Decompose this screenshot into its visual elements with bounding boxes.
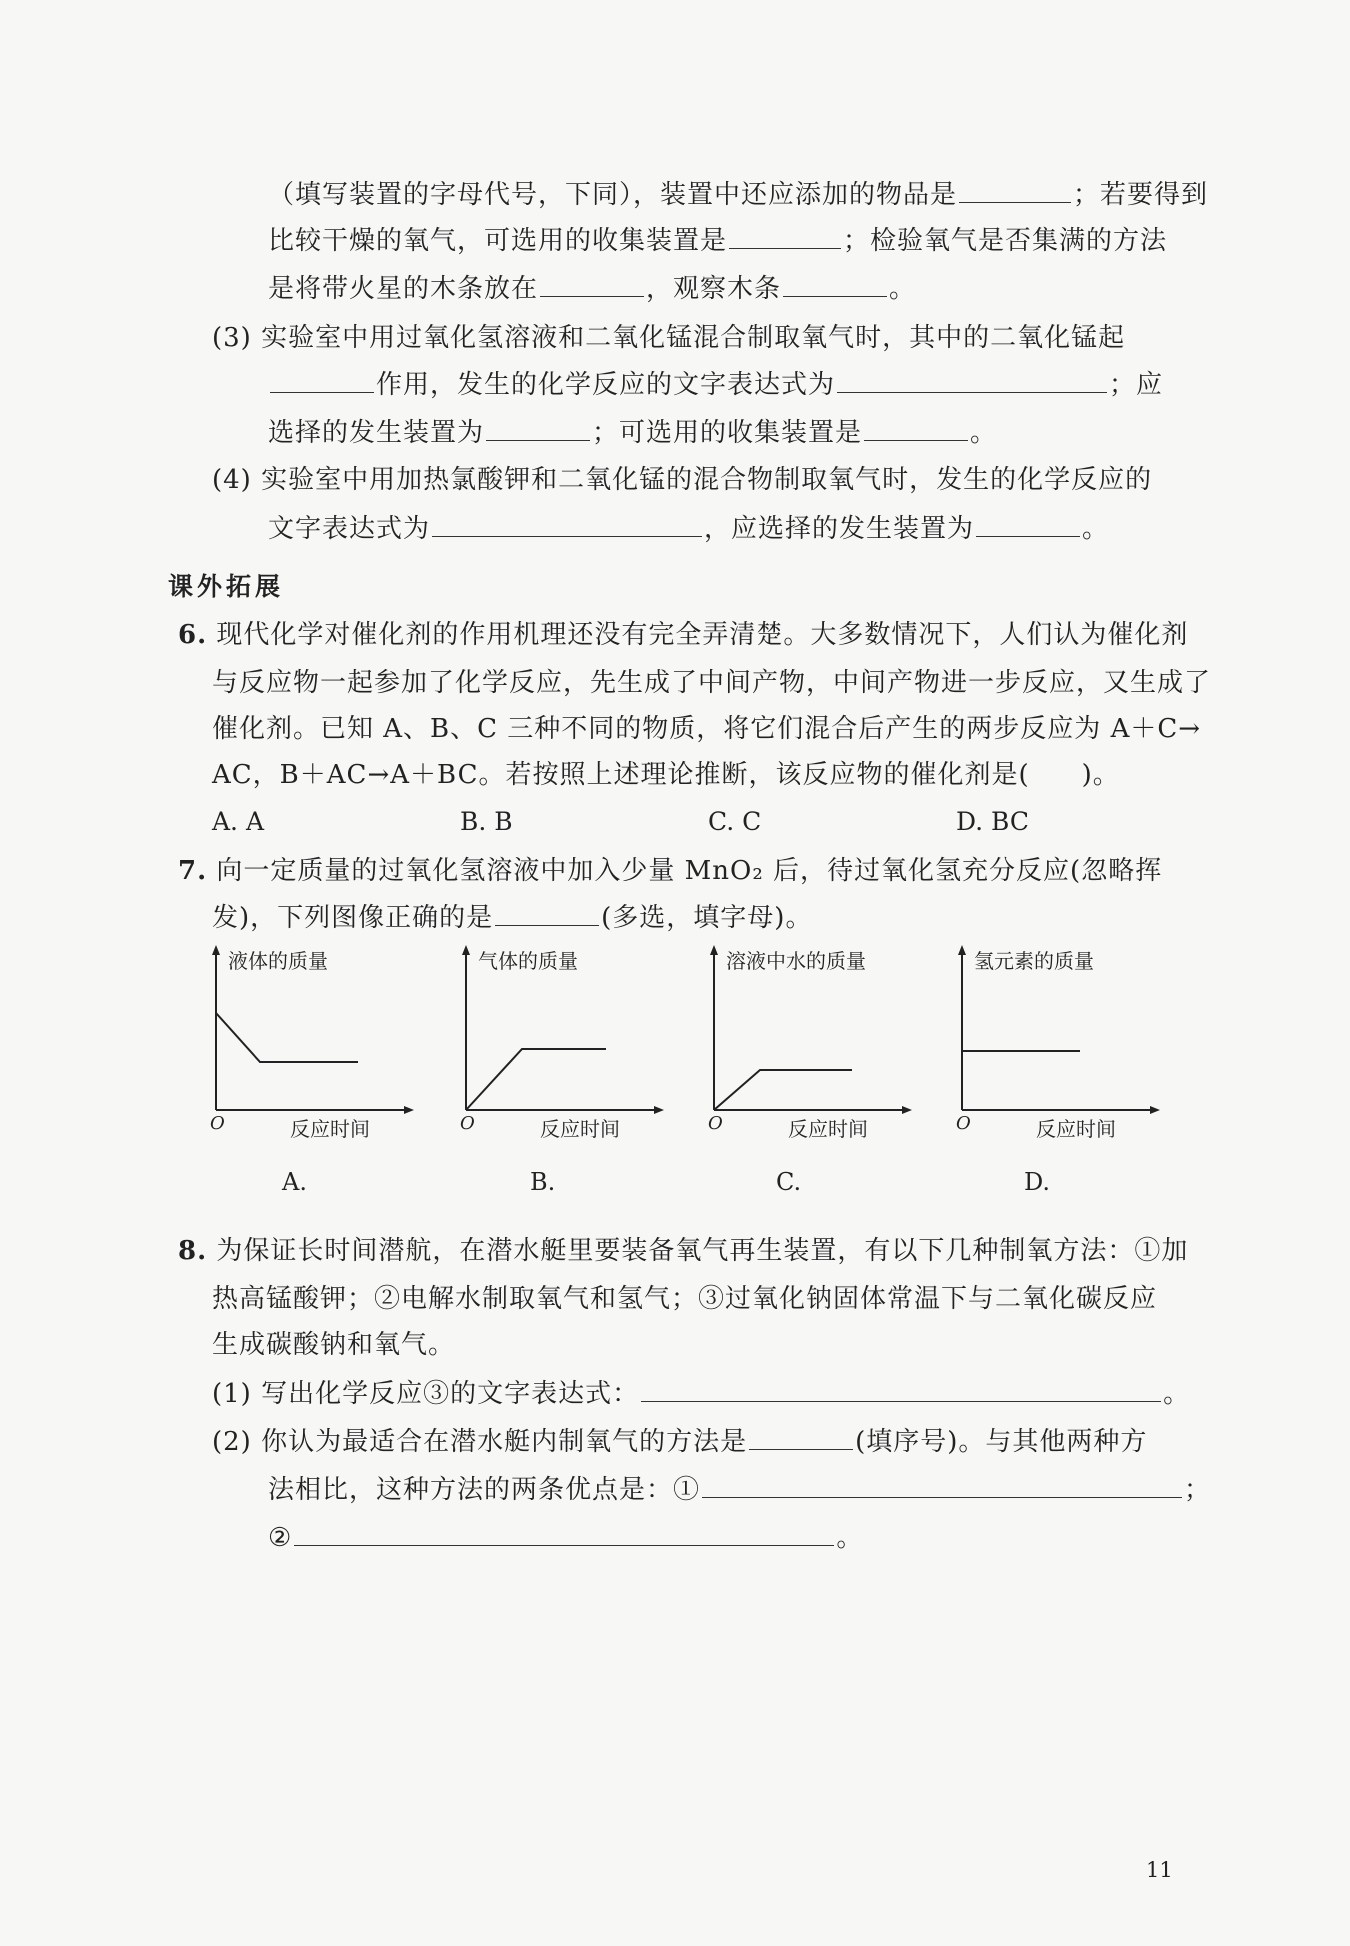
option-c[interactable]: C. C xyxy=(708,807,762,836)
answer-blank[interactable] xyxy=(976,510,1080,537)
text: ，应选择的发生装置为 xyxy=(704,514,975,544)
text: ② xyxy=(268,1523,293,1553)
answer-blank[interactable] xyxy=(540,270,644,297)
answer-blank[interactable] xyxy=(783,270,887,297)
answer-blank[interactable] xyxy=(959,176,1071,203)
answer-blank[interactable] xyxy=(432,510,702,537)
text: 是将带火星的木条放在 xyxy=(268,274,539,304)
graph-a xyxy=(210,945,430,1145)
answer-blank[interactable] xyxy=(837,366,1107,393)
sub-question-number: (4) xyxy=(212,465,252,495)
text: 写出化学反应③的文字表达式： xyxy=(261,1379,640,1409)
part4-line1 xyxy=(212,462,1152,498)
answer-blank[interactable] xyxy=(749,1423,853,1450)
answer-blank[interactable] xyxy=(864,414,968,441)
origin-label: O xyxy=(956,1113,971,1134)
q8-sub1 xyxy=(212,1375,1190,1412)
text: 为保证长时间潜航，在潜水艇里要装备氧气再生装置，有以下几种制氧方法：①加 xyxy=(216,1236,1189,1266)
part4-line2 xyxy=(268,510,1109,547)
q6-line3 xyxy=(212,711,1201,747)
text: ； xyxy=(1184,1475,1212,1505)
text: 热高锰酸钾；②电解水制取氧气和氢气；③过氧化钠固体常温下与二氧化碳反应 xyxy=(212,1284,1158,1314)
part2-line3 xyxy=(268,270,916,307)
answer-blank[interactable] xyxy=(702,1471,1182,1498)
text: ，观察木条 xyxy=(646,274,782,304)
text: ；若要得到 xyxy=(1073,180,1209,210)
answer-blank[interactable] xyxy=(495,899,599,926)
text: ；检验氧气是否集满的方法 xyxy=(843,226,1168,256)
q7-line2 xyxy=(212,899,812,936)
text: 实验室中用过氧化氢溶液和二氧化锰混合制取氧气时，其中的二氧化锰起 xyxy=(261,323,1126,353)
answer-blank[interactable] xyxy=(294,1519,834,1546)
origin-label: O xyxy=(460,1113,475,1134)
graph-b-label[interactable]: B. xyxy=(530,1168,556,1196)
origin-label: O xyxy=(210,1113,225,1134)
question-number: 6. xyxy=(178,620,208,650)
text: 。 xyxy=(1163,1379,1191,1409)
x-axis-label: 反应时间 xyxy=(788,1117,868,1141)
part2-line2 xyxy=(268,222,1167,259)
part2-line1 xyxy=(268,176,1208,213)
y-axis-label: 溶液中水的质量 xyxy=(726,949,866,973)
q8-sub2-line1 xyxy=(212,1423,1147,1460)
part3-line2 xyxy=(268,366,1163,403)
text: (多选，填字母)。 xyxy=(601,903,813,933)
sub-question-number: (2) xyxy=(212,1427,252,1457)
text: 向一定质量的过氧化氢溶液中加入少量 MnO₂ 后，待过氧化氢充分反应(忽略挥 xyxy=(216,856,1163,886)
section-title: 课外拓展 xyxy=(168,572,285,601)
x-axis-label: 反应时间 xyxy=(540,1117,620,1141)
graph-a-label[interactable]: A. xyxy=(282,1168,307,1196)
y-axis-label: 液体的质量 xyxy=(228,949,328,973)
graph-b-curve xyxy=(466,1049,606,1110)
text: 生成碳酸钠和氧气。 xyxy=(212,1330,456,1360)
text: (填序号)。与其他两种方 xyxy=(855,1427,1148,1457)
text: 与反应物一起参加了化学反应，先生成了中间产物，中间产物进一步反应，又生成了 xyxy=(212,668,1212,698)
q8-line3 xyxy=(212,1327,455,1363)
question-number: 7. xyxy=(178,856,208,886)
graph-d xyxy=(956,945,1176,1145)
answer-blank[interactable] xyxy=(486,414,590,441)
sub-question-number: (1) xyxy=(212,1379,252,1409)
q6-line1 xyxy=(178,617,1188,653)
part3-line1 xyxy=(212,320,1125,356)
text: 。 xyxy=(1082,514,1110,544)
answer-blank[interactable] xyxy=(641,1375,1161,1402)
q6-line4 xyxy=(212,757,1120,793)
text: 。 xyxy=(889,274,917,304)
part3-line3 xyxy=(268,414,997,451)
text: AC，B＋AC→A＋BC。若按照上述理论推断，该反应物的催化剂是( xyxy=(212,760,1030,790)
text: 文字表达式为 xyxy=(268,514,431,544)
question-number: 8. xyxy=(178,1236,208,1266)
graph-c xyxy=(708,945,928,1145)
text: 现代化学对催化剂的作用机理还没有完全弄清楚。大多数情况下，人们认为催化剂 xyxy=(216,620,1189,650)
option-b[interactable]: B. B xyxy=(460,807,513,836)
answer-blank[interactable] xyxy=(270,366,374,393)
origin-label: O xyxy=(708,1113,723,1134)
q7-line1 xyxy=(178,853,1162,889)
text: )。 xyxy=(1081,760,1120,790)
q8-line2 xyxy=(212,1281,1157,1317)
text: 。 xyxy=(836,1523,864,1553)
text: 选择的发生装置为 xyxy=(268,418,485,448)
q8-line1 xyxy=(178,1233,1188,1269)
text: 催化剂。已知 A、B、C 三种不同的物质，将它们混合后产生的两步反应为 A＋C→ xyxy=(212,714,1202,744)
text: ；可选用的收集装置是 xyxy=(592,418,863,448)
y-axis-label: 气体的质量 xyxy=(478,949,578,973)
sub-question-number: (3) xyxy=(212,323,252,353)
x-axis-label: 反应时间 xyxy=(1036,1117,1116,1141)
option-d[interactable]: D. BC xyxy=(956,807,1030,836)
graph-c-curve xyxy=(714,1070,852,1110)
answer-blank[interactable] xyxy=(729,222,841,249)
q6-line2 xyxy=(212,665,1211,701)
text: 法相比，这种方法的两条优点是：① xyxy=(268,1475,701,1505)
text: ；应 xyxy=(1109,370,1164,400)
q8-sub2-line2 xyxy=(268,1471,1211,1508)
graph-d-label[interactable]: D. xyxy=(1024,1168,1051,1196)
text: 作用，发生的化学反应的文字表达式为 xyxy=(376,370,836,400)
page-number: 11 xyxy=(1146,1858,1173,1882)
y-axis-label: 氢元素的质量 xyxy=(974,949,1094,973)
graph-b xyxy=(460,945,680,1145)
text: （填写装置的字母代号，下同），装置中还应添加的物品是 xyxy=(268,180,958,210)
option-a[interactable]: A. A xyxy=(212,807,265,836)
text: 发)，下列图像正确的是 xyxy=(212,903,494,933)
x-axis-label: 反应时间 xyxy=(290,1117,370,1141)
text: 比较干燥的氧气，可选用的收集装置是 xyxy=(268,226,728,256)
q8-sub2-line3 xyxy=(268,1519,863,1556)
text: 你认为最适合在潜水艇内制氧气的方法是 xyxy=(261,1427,748,1457)
text: 实验室中用加热氯酸钾和二氧化锰的混合物制取氧气时，发生的化学反应的 xyxy=(261,465,1153,495)
graph-c-label[interactable]: C. xyxy=(776,1168,802,1196)
graph-a-curve xyxy=(216,1013,358,1062)
text: 。 xyxy=(970,418,998,448)
